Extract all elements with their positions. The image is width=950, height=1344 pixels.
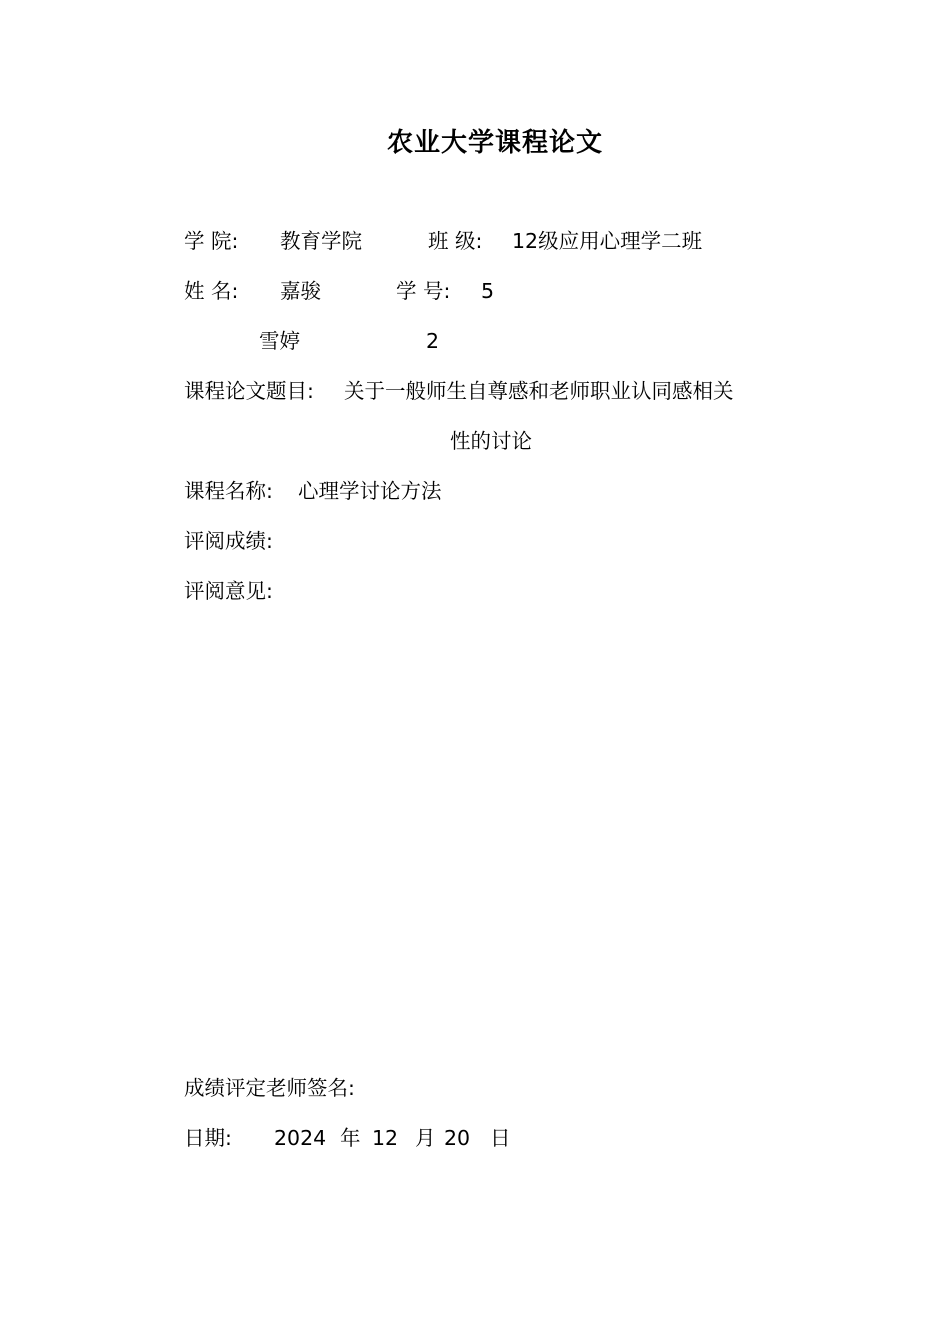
date-day-unit: 日 <box>490 1126 511 1150</box>
student-id-value-1: 5 <box>481 279 495 303</box>
topic-value-line2: 性的讨论 <box>450 429 532 453</box>
name-value-1: 嘉骏 <box>280 279 321 303</box>
college-value: 教育学院 <box>280 229 362 253</box>
name-label: 姓 名: <box>184 279 239 303</box>
document-title: 农业大学课程论文 <box>386 128 603 158</box>
course-value: 心理学讨论方法 <box>298 479 442 503</box>
topic-label: 课程论文题目: <box>184 379 314 403</box>
grade-label: 评阅成绩: <box>184 529 273 553</box>
date-label: 日期: <box>184 1126 232 1150</box>
class-label: 班 级: <box>428 229 483 253</box>
class-value: 12级应用心理学二班 <box>512 229 703 253</box>
student-id-value-2: 2 <box>426 329 440 353</box>
college-label: 学 院: <box>184 229 239 253</box>
signature-label: 成绩评定老师签名: <box>184 1076 355 1100</box>
date-month: 12 <box>372 1126 399 1150</box>
topic-value-line1: 关于一般师生自尊感和老师职业认同感相关 <box>344 379 734 403</box>
course-label: 课程名称: <box>184 479 273 503</box>
name-value-2: 雪婷 <box>259 329 300 353</box>
date-month-unit: 月 <box>415 1126 436 1150</box>
student-id-label: 学 号: <box>396 279 451 303</box>
date-year-unit: 年 <box>340 1126 361 1150</box>
comment-label: 评阅意见: <box>184 579 273 603</box>
date-day: 20 <box>444 1126 471 1150</box>
date-year: 2024 <box>274 1126 327 1150</box>
